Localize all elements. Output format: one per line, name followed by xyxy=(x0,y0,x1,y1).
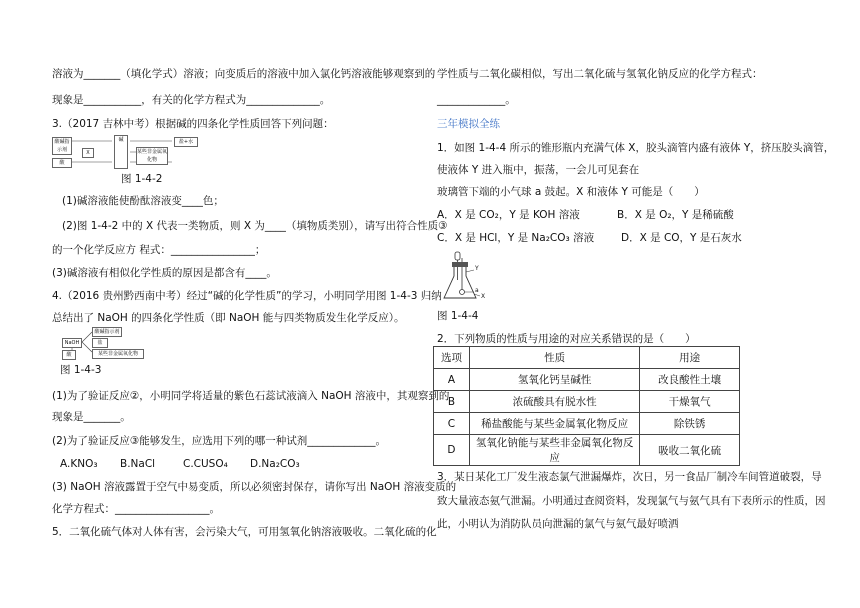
text-line: (2)为了验证反应③能够发生，应选用下列的哪一种试剂_____________。 xyxy=(52,435,387,447)
table-cell: 吸收二氧化硫 xyxy=(640,435,740,466)
option-b: B.NaCl xyxy=(120,458,156,470)
text-line: 溶液为_______（填化学式）溶液；向变质后的溶液中加入氯化钙溶液能够观察到的 xyxy=(52,68,436,80)
table-cell: C xyxy=(434,413,470,435)
table-cell: 干燥氧气 xyxy=(640,391,740,413)
table-row xyxy=(434,435,740,466)
table-cell: A xyxy=(434,369,470,391)
text-line: (1)碱溶液能使酚酞溶液变____色； xyxy=(62,195,224,207)
figure-1-4-4 xyxy=(440,250,490,304)
table-cell: B xyxy=(434,391,470,413)
figure-caption: 图 1-4-4 xyxy=(437,310,479,322)
table-header: 用途 xyxy=(640,347,740,369)
table-cell: 浓硫酸具有脱水性 xyxy=(469,391,639,413)
option-d: D.Na₂CO₃ xyxy=(250,458,300,470)
text-line: (3)碱溶液有相似化学性质的原因是都含有____。 xyxy=(52,267,277,279)
table-row xyxy=(434,369,740,391)
text-line: 的一个化学反应方 程式：________________； xyxy=(52,244,266,256)
fig-box: 酸碱指示剂 xyxy=(52,137,72,155)
option-c: C．X 是 HCl，Y 是 Na₂CO₃ 溶液 xyxy=(437,232,595,244)
question-2: 2．下列物质的性质与用途的对应关系错误的是（ ） xyxy=(437,333,696,345)
fig-box: 盐 xyxy=(92,338,108,348)
text-line: (2)图 1-4-2 中的 X 代表一类物质，则 X 为____（填物质类别），请写出符合性质③ xyxy=(62,220,448,232)
label-a: a xyxy=(475,287,479,294)
fig-box: 酸碱指示剂 xyxy=(92,327,122,337)
fig-box: X xyxy=(82,148,94,158)
fig-box: NaOH xyxy=(62,338,82,348)
table-cell: D xyxy=(434,435,470,466)
table-cell: 除铁锈 xyxy=(640,413,740,435)
table-cell: 稀盐酸能与某些金属氧化物反应 xyxy=(469,413,639,435)
option-b: B．X 是 O₂，Y 是稀硫酸 xyxy=(617,209,734,221)
question-5: 5．二氧化硫气体对人体有害，会污染大气，可用氢氧化钠溶液吸收。二氧化硫的化 xyxy=(52,526,437,538)
fig-box: 盐+水 xyxy=(174,137,198,147)
label-y: Y xyxy=(475,265,479,272)
text-line: 此，小明认为消防队员向泄漏的氯气与氨气最好喷洒 xyxy=(437,518,679,530)
table-cell: 氢氧化钠能与某些非金属氧化物反应 xyxy=(469,435,639,466)
fig-box: 碱 xyxy=(114,135,128,169)
table-row xyxy=(434,413,740,435)
option-c: C.CUSO₄ xyxy=(183,458,228,470)
table-cell: 改良酸性土壤 xyxy=(640,369,740,391)
text-line: 总结出了 NaOH 的四条化学性质（即 NaOH 能与四类物质发生化学反应）。 xyxy=(52,312,405,324)
fig-box: 酸 xyxy=(62,350,76,360)
text-line: 玻璃管下端的小气球 a 鼓起。X 和液体 Y 可能是（ ） xyxy=(437,186,705,198)
text-line: 使液体 Y 进入瓶中，振荡，一会儿可见套在 xyxy=(437,164,640,176)
table-cell: 氢氧化钙呈碱性 xyxy=(469,369,639,391)
question-3-intro: 3.（2017 吉林中考）根据碱的四条化学性质回答下列问题： xyxy=(52,118,334,130)
table-header: 选项 xyxy=(434,347,470,369)
question-4-intro: 4.（2016 贵州黔西南中考）经过“碱的化学性质”的学习，小明同学用图 1-4-3 归纳 xyxy=(52,290,442,302)
text-line: 现象是_______。 xyxy=(52,411,131,423)
figure-1-4-2 xyxy=(52,135,212,169)
fig-box: 酸 xyxy=(52,158,72,168)
text-line: 现象是___________，有关的化学方程式为______________。 xyxy=(52,94,331,106)
option-d: D．X 是 CO，Y 是石灰水 xyxy=(621,232,742,244)
text-line: (1)为了验证反应②，小明同学将适量的紫色石蕊试液滴入 NaOH 溶液中，其观察到的 xyxy=(52,390,450,402)
fig-box: 某些非金属氧化物 xyxy=(92,349,144,359)
table-row xyxy=(434,391,740,413)
table-header-row xyxy=(434,347,740,369)
property-use-table xyxy=(433,346,740,466)
option-a: A.KNO₃ xyxy=(60,458,98,470)
fig-box: 某些非金属氧化物 xyxy=(137,149,168,163)
text-line: 学性质与二氧化碳相似，写出二氧化硫与氢氧化钠反应的化学方程式： xyxy=(437,68,763,80)
text-line: (3) NaOH 溶液露置于空气中易变质，所以必须密封保存，请你写出 NaOH 溶液变质的 xyxy=(52,481,457,493)
section-heading: 三年模拟全练 xyxy=(437,118,500,130)
text-line: 化学方程式：__________________。 xyxy=(52,503,220,515)
figure-caption: 图 1-4-2 xyxy=(121,173,163,185)
table-header: 性质 xyxy=(469,347,639,369)
option-a: A．X 是 CO₂，Y 是 KOH 溶液 xyxy=(437,209,580,221)
figure-1-4-3 xyxy=(60,326,155,358)
question-3-intro: 3．某日某化工厂发生液态氯气泄漏爆炸，次日，另一食品厂制冷车间管道破裂，导 xyxy=(437,471,822,483)
label-x: X xyxy=(481,293,486,300)
text-line: 致大量液态氨气泄漏。小明通过查阅资料，发现氯气与氨气具有下表所示的性质，因 xyxy=(437,495,826,507)
text-line: _____________。 xyxy=(437,94,516,106)
figure-caption: 图 1-4-3 xyxy=(60,364,102,376)
question-1-intro: 1．如图 1-4-4 所示的锥形瓶内充满气体 X，胶头滴管内盛有液体 Y，挤压胶头滴管， xyxy=(437,142,835,154)
